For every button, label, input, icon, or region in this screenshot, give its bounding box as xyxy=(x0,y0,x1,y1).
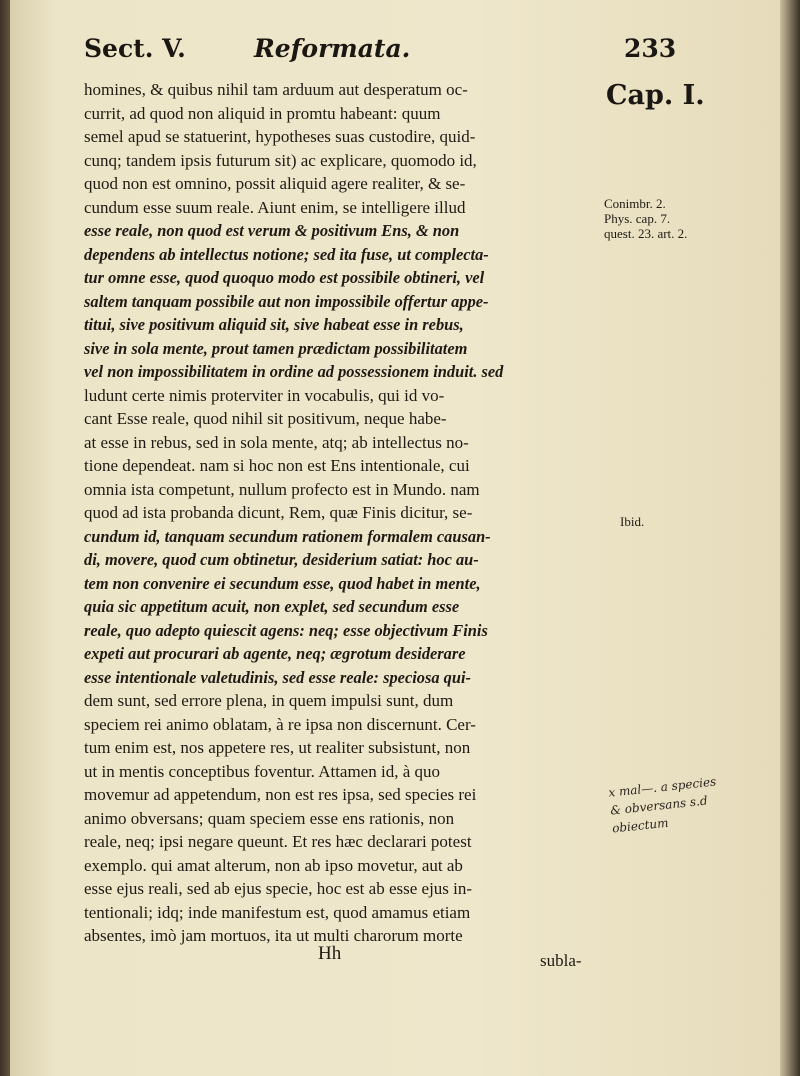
text-line: absentes, imò jam mortuos, ita ut multi charorum morte xyxy=(84,926,463,945)
text-line: saltem tanquam possibile aut non impossibile offertur appe- xyxy=(84,291,489,311)
header-section: Sect. V. xyxy=(84,34,186,63)
handwritten-line: & obversans s.d xyxy=(609,793,709,818)
text-line: exemplo. qui amat alterum, non ab ipso movetur, aut ab xyxy=(84,855,463,875)
body-text xyxy=(84,78,604,948)
handwritten-annotation xyxy=(607,772,720,837)
text-line: sive in sola mente, prout tamen prædictam possibilitatem xyxy=(84,338,468,358)
text-line: esse ejus reali, sed ab ejus specie, hoc est ab esse ejus in- xyxy=(84,879,473,898)
text-line: ludunt certe nimis proterviter in vocabulis, qui id vo- xyxy=(84,385,445,405)
text-line: omnia ista competunt, nullum profecto est in Mundo. nam xyxy=(84,479,480,499)
text-line: di, movere, quod cum obtinetur, desiderium satiat: hoc au- xyxy=(84,550,479,569)
text-line: tum enim est, nos appetere res, ut realiter subsistunt, non xyxy=(84,738,471,757)
text-line: cundum esse suum reale. Aiunt enim, se intelligere illud xyxy=(84,197,466,217)
margin-note-line: quest. 23. art. 2. xyxy=(604,226,688,241)
page-number: 233 xyxy=(624,34,677,63)
text-line: animo obversans; quam speciem esse ens rationis, non xyxy=(84,808,455,828)
text-line: titui, sive positivum aliquid sit, sive habeat esse in rebus, xyxy=(84,315,464,334)
margin-note-line: Phys. cap. 7. xyxy=(604,211,671,226)
text-line: cant Esse reale, quod nihil sit positivum, neque habe- xyxy=(84,409,447,428)
margin-note-line: Ibid. xyxy=(620,514,645,529)
header-title: Reformata. xyxy=(254,34,411,63)
signature-mark: Hh xyxy=(318,943,342,964)
text-line: tem non convenire ei secundum esse, quod habet in mente, xyxy=(84,573,481,593)
handwritten-line: x mal—. a species xyxy=(607,774,717,800)
text-line: currit, ad quod non aliquid in promtu habeant: quum xyxy=(84,103,441,123)
page-edge-shadow xyxy=(780,0,800,1076)
text-line: speciem rei animo oblatam, à re ipsa non discernunt. Cer- xyxy=(84,714,476,734)
catchword: subla- xyxy=(540,951,582,970)
text-line: ut in mentis conceptibus foventur. Attamen id, à quo xyxy=(84,761,440,781)
handwritten-line: obiectum xyxy=(611,815,670,836)
text-line: reale, quo adepto quiescit agens: neq; esse objectivum Finis xyxy=(84,620,488,640)
text-line: tentionali; idq; inde manifestum est, quod amamus etiam xyxy=(84,902,471,922)
margin-note-conimbr xyxy=(604,196,687,241)
text-line: at esse in rebus, sed in sola mente, atq; ab intellectus no- xyxy=(84,432,469,452)
text-line: quod ad ista probanda dicunt, Rem, quæ Finis dicitur, se- xyxy=(84,503,473,522)
running-header xyxy=(84,34,684,74)
text-line: dependens ab intellectus notione; sed ita fuse, ut complecta- xyxy=(84,244,489,264)
chapter-marker: Cap. I. xyxy=(606,80,705,111)
text-line: homines, & quibus nihil tam arduum aut desperatum oc- xyxy=(84,80,468,99)
text-line: dem sunt, sed errore plena, in quem impulsi sunt, dum xyxy=(84,691,454,710)
text-line: quia sic appetitum acuit, non explet, sed secundum esse xyxy=(84,597,460,616)
text-line: esse intentionale valetudinis, sed esse reale: speciosa qui- xyxy=(84,667,471,687)
text-line: reale, neq; ipsi negare queunt. Et res hæc declarari potest xyxy=(84,832,472,851)
text-line: esse reale, non quod est verum & positivum Ens, & non xyxy=(84,221,460,240)
text-line: quod non est omnino, possit aliquid agere realiter, & se- xyxy=(84,174,466,193)
text-line: semel apud se statuerint, hypotheses suas custodire, quid- xyxy=(84,127,476,146)
text-line: tur omne esse, quod quoquo modo est possibile obtineri, vel xyxy=(84,268,485,287)
text-line: cunq; tandem ipsis futurum sit) ac explicare, quomodo id, xyxy=(84,150,477,170)
text-line: expeti aut procurari ab agente, neq; ægrotum desiderare xyxy=(84,644,466,663)
text-line: movemur ad appetendum, non est res ipsa, sed species rei xyxy=(84,785,477,804)
margin-note-line: Conimbr. 2. xyxy=(604,196,666,211)
text-line: cundum id, tanquam secundum rationem formalem causan- xyxy=(84,526,491,546)
text-line: tione dependeat. nam si hoc non est Ens intentionale, cui xyxy=(84,456,470,475)
text-line: vel non impossibilitatem in ordine ad possessionem induit. sed xyxy=(84,362,504,381)
margin-note-ibid xyxy=(620,514,644,529)
